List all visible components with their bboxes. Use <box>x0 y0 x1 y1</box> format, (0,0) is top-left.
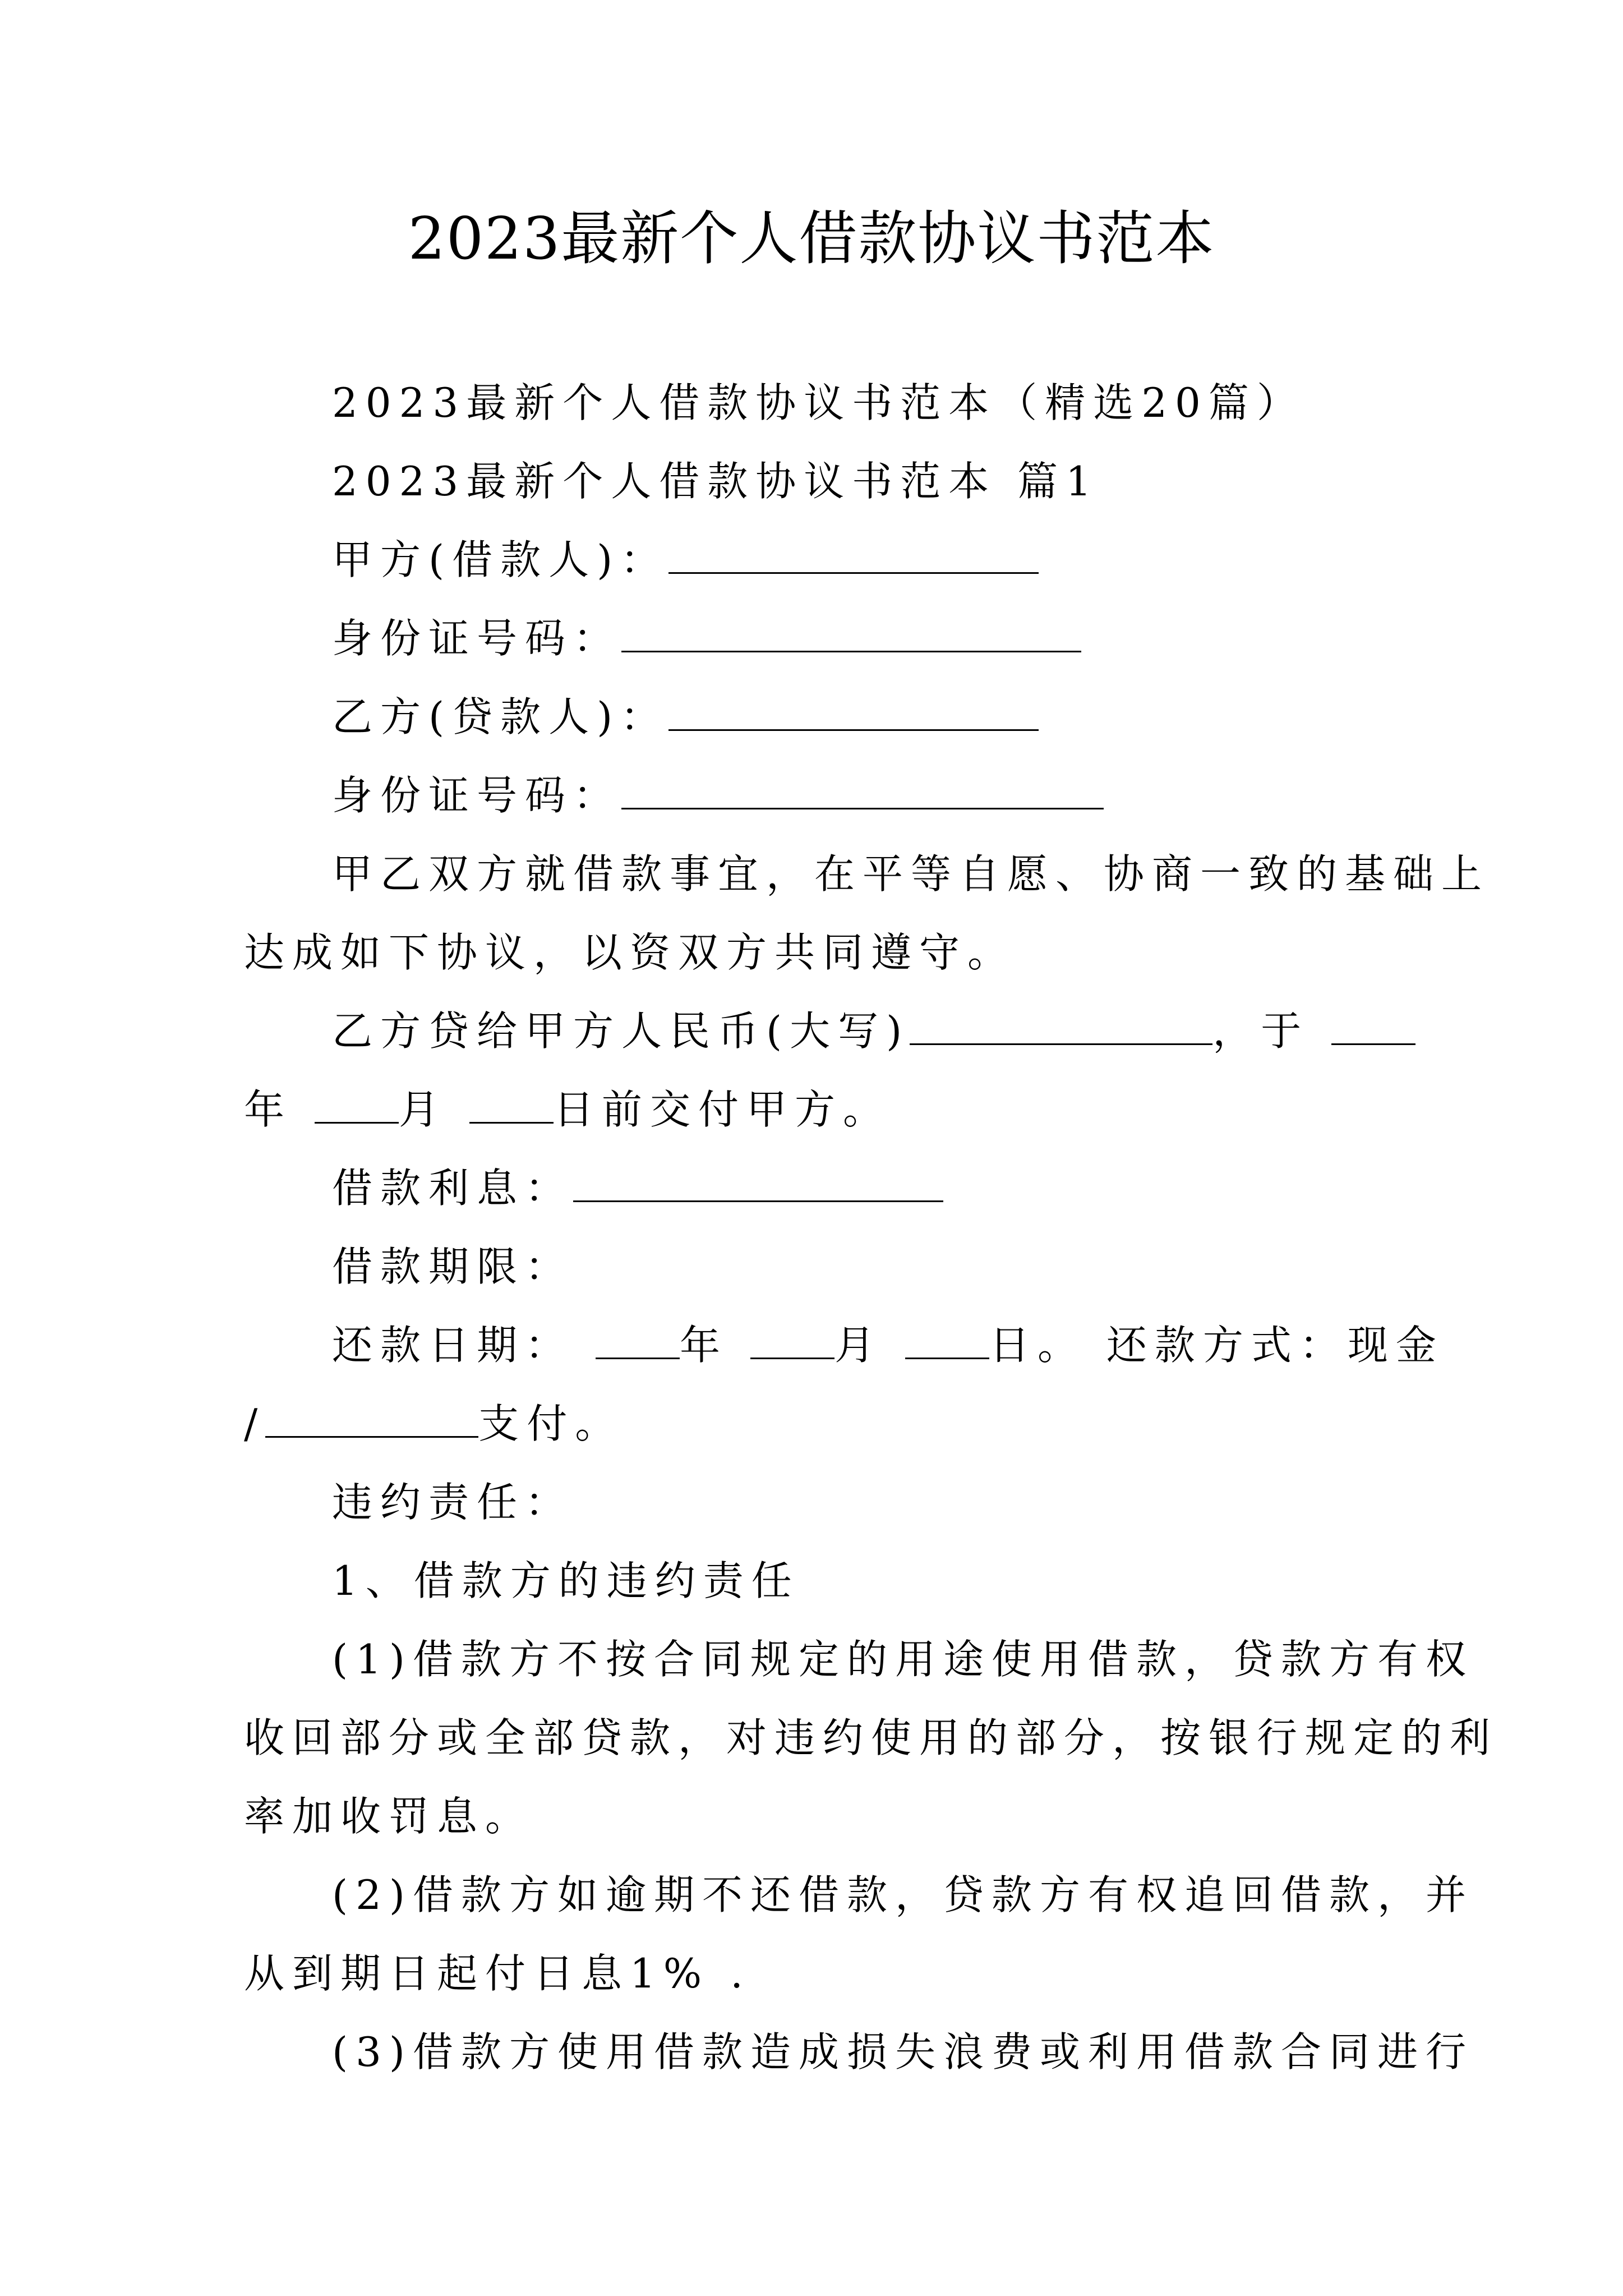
loan-date-line <box>244 1082 891 1138</box>
clause-heading <box>332 1553 800 1609</box>
party-a-blank <box>668 536 1039 574</box>
month-label: 月 <box>399 1086 448 1133</box>
party-b-blank <box>668 693 1039 731</box>
paragraph-line <box>332 846 1490 902</box>
loan-term-line <box>332 1239 573 1295</box>
loan-term-label: 借款期限： <box>332 1243 574 1290</box>
party-b-line <box>332 689 1039 745</box>
loan-amount-blank <box>910 1007 1212 1045</box>
paragraph-line <box>244 924 1016 981</box>
document-title: 2023最新个人借款协议书范本 <box>408 204 1215 273</box>
loan-date-suffix: 日前交付甲方。 <box>554 1086 892 1133</box>
section-heading-text: 2023最新个人借款协议书范本 篇1 <box>332 458 1099 505</box>
clause-line <box>244 1710 1498 1766</box>
loan-amount-line <box>332 1003 1415 1059</box>
slash-text: / <box>244 1400 266 1447</box>
interest-blank <box>573 1165 943 1202</box>
loan-date-prefix: ，于 <box>1212 1007 1310 1055</box>
clause-text: (1)借款方不按合同规定的用途使用借款，贷款方有权 <box>332 1636 1474 1683</box>
repayment-line <box>332 1317 1444 1373</box>
loan-month-blank <box>315 1086 399 1124</box>
loan-day-blank <box>469 1086 554 1124</box>
subtitle-text: 2023最新个人借款协议书范本（精选20篇） <box>332 379 1305 426</box>
loan-amount-label: 乙方贷给甲方人民币(大写) <box>332 1007 910 1055</box>
paragraph-text: 甲乙双方就借款事宜，在平等自愿、协商一致的基础上 <box>332 850 1490 898</box>
clause-text: (2)借款方如逾期不还借款，贷款方有权追回借款，并 <box>332 1871 1474 1918</box>
clause-line <box>332 2024 1474 2080</box>
month-label: 月 <box>834 1322 883 1369</box>
party-b-id-line <box>332 767 1104 823</box>
clause-text: 率加收罚息。 <box>244 1793 534 1840</box>
clause-text: 收回部分或全部贷款，对违约使用的部分，按银行规定的利 <box>244 1714 1498 1761</box>
party-a-id-line <box>332 610 1081 666</box>
party-b-id-label: 身份证号码： <box>332 772 622 819</box>
clause-heading-text: 1、借款方的违约责任 <box>332 1557 800 1604</box>
repayment-label: 还款日期： <box>332 1322 574 1369</box>
clause-text: 从到期日起付日息1% . <box>244 1950 751 1997</box>
loan-year-blank <box>1331 1007 1415 1045</box>
repay-day-blank <box>905 1322 989 1359</box>
year-label: 年 <box>680 1322 728 1369</box>
payment-suffix: 支付。 <box>478 1400 624 1447</box>
section-heading <box>332 453 1099 509</box>
interest-line <box>332 1160 943 1216</box>
party-a-label: 甲方(借款人)： <box>332 536 669 583</box>
year-label: 年 <box>244 1086 293 1133</box>
liability-heading-text: 违约责任： <box>332 1479 574 1526</box>
repayment-method-text: 日。 还款方式：现金 <box>989 1322 1444 1369</box>
repay-month-blank <box>750 1322 834 1359</box>
subtitle-line <box>332 375 1305 431</box>
party-b-label: 乙方(贷款人)： <box>332 693 669 740</box>
paragraph-text: 达成如下协议，以资双方共同遵守。 <box>244 929 1016 976</box>
party-a-id-label: 身份证号码： <box>332 615 622 662</box>
clause-line <box>244 1945 751 2001</box>
payment-method-blank <box>265 1400 478 1438</box>
clause-line <box>332 1631 1474 1687</box>
interest-label: 借款利息： <box>332 1165 574 1212</box>
party-b-id-blank <box>621 772 1104 809</box>
payment-method-line <box>244 1396 623 1452</box>
party-a-id-blank <box>621 615 1081 652</box>
repay-year-blank <box>596 1322 680 1359</box>
liability-heading <box>332 1474 573 1530</box>
clause-text: (3)借款方使用借款造成损失浪费或利用借款合同进行 <box>332 2028 1474 2076</box>
clause-line <box>244 1788 533 1844</box>
party-a-line <box>332 532 1039 588</box>
clause-line <box>332 1867 1474 1923</box>
